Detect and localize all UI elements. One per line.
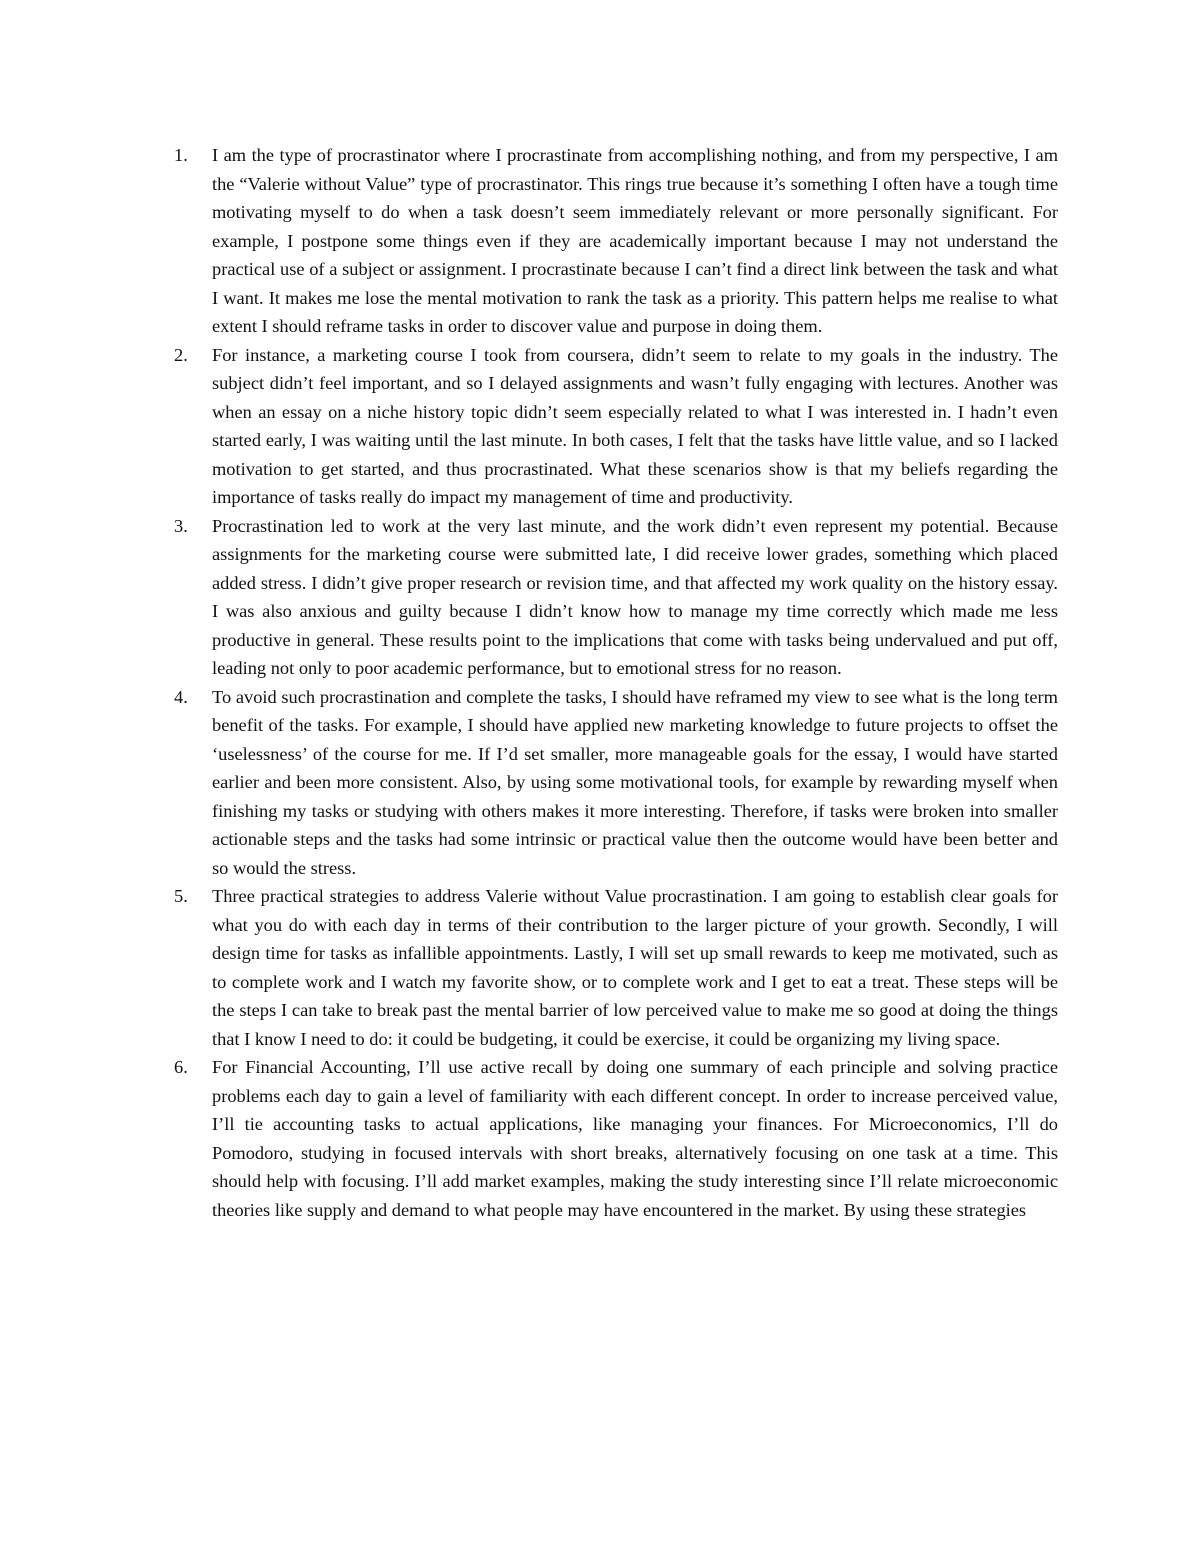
list-item-number: 1.	[174, 145, 188, 165]
list-item-number: 3.	[174, 515, 188, 536]
list-item	[160, 1053, 1058, 1224]
list-item-text: For Financial Accounting, I’ll use active recall by doing one summary of each principle and solving practice problems each day to gain a level of familiarity with each different concept. In order to increase perceived value, I’ll tie accounting tasks to actual applications, like managing your finances. For Microeconomics, I’ll do Pomodoro, studying in focused intervals with short breaks, alternatively focusing on one task at a time. This should help with focusing. I’ll add market examples, making the study interesting since I’ll relate microeconomic theories like supply and demand to what people may have encountered in the market. By using these strategies	[212, 1057, 1058, 1220]
numbered-list	[160, 141, 1058, 1224]
list-item	[160, 882, 1058, 1053]
list-item	[160, 341, 1058, 512]
list-item-text: Three practical strategies to address Valerie without Value procrastination. I am going to establish clear goals for what you do with each day in terms of their contribution to the larger picture of your growth. Secondly, I will design time for tasks as infallible appointments. Lastly, I will set up small rewards to keep me motivated, such as to complete work and I watch my favorite show, or to complete work and I get to eat a treat. These steps will be the steps I can take to break past the mental barrier of low perceived value to make me so good at doing the things that I know I need to do: it could be budgeting, it could be exercise, it could be organizing my living space.	[212, 886, 1058, 1049]
list-item-number: 5.	[174, 886, 188, 906]
list-item-text: To avoid such procrastination and complete the tasks, I should have reframed my view to see what is the long term benefit of the tasks. For example, I should have applied new marketing knowledge to future projects to offset the ‘uselessness’ of the course for me. If I’d set smaller, more manageable goals for the essay, I would have started earlier and been more consistent. Also, by using some motivational tools, for example by rewarding myself when finishing my tasks or studying with others makes it more interesting. Therefore, if tasks were broken into smaller actionable steps and the tasks had some intrinsic or practical value then the outcome would have been better and so would the stress.	[212, 686, 1058, 878]
list-item-number: 4.	[174, 686, 188, 707]
list-item	[160, 512, 1058, 683]
list-item-text: For instance, a marketing course I took from coursera, didn’t seem to relate to my goals in the industry. The subject didn’t feel important, and so I delayed assignments and wasn’t fully engaging with lectures. Another was when an essay on a niche history topic didn’t seem especially related to what I was interested in. I hadn’t even started early, I was waiting until the last minute. In both cases, I felt that the tasks have little value, and so I lacked motivation to get started, and thus procrastinated. What these scenarios show is that my beliefs regarding the importance of tasks really do impact my management of time and productivity.	[212, 344, 1058, 507]
list-item-number: 2.	[174, 344, 188, 365]
list-item-number: 6.	[174, 1057, 188, 1077]
list-item	[160, 683, 1058, 883]
list-item-text: Procrastination led to work at the very last minute, and the work didn’t even represent my potential. Because assignments for the marketing course were submitted late, I did receive lower grades, something which placed added stress. I didn’t give proper research or revision time, and that affected my work quality on the history essay. I was also anxious and guilty because I didn’t know how to manage my time correctly which made me less productive in general. These results point to the implications that come with tasks being undervalued and put off, leading not only to poor academic performance, but to emotional stress for no reason.	[212, 515, 1058, 678]
list-item	[160, 141, 1058, 341]
list-item-text: I am the type of procrastinator where I procrastinate from accomplishing nothing, and from my perspective, I am the “Valerie without Value” type of procrastinator. This rings true because it’s something I often have a tough time motivating myself to do when a task doesn’t seem immediately relevant or more personally significant. For example, I postpone some things even if they are academically important because I may not understand the practical use of a subject or assignment. I procrastinate because I can’t find a direct link between the task and what I want. It makes me lose the mental motivation to rank the task as a priority. This pattern helps me realise to what extent I should reframe tasks in order to discover value and purpose in doing them.	[212, 145, 1058, 336]
